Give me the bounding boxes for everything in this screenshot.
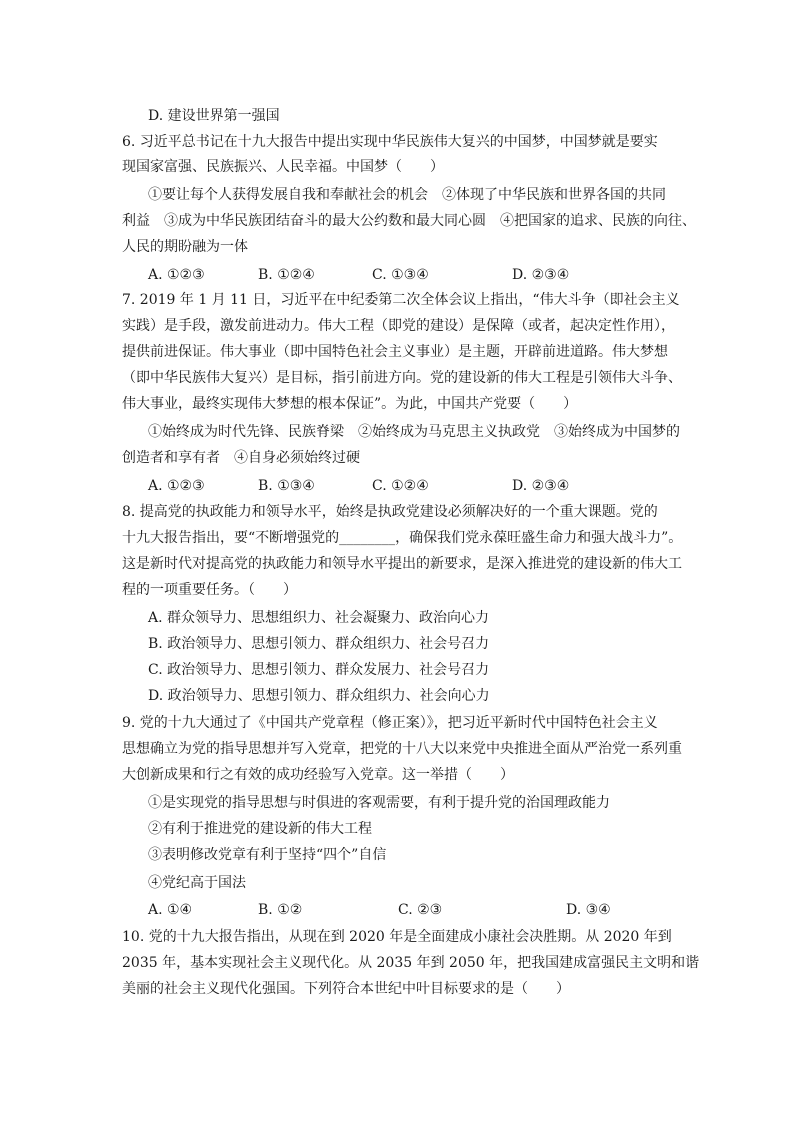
q7-stem-line-2: 实践）是手段，激发前进动力。伟大工程（即党的建设）是保障（或者，起决定性作用），: [122, 318, 675, 334]
q6-stem-line-2: 现国家富强、民族振兴、人民幸福。中国梦（ ）: [122, 159, 444, 175]
q6-statement-line-3: 人民的期盼融为一体: [122, 239, 248, 255]
q9-option-a: A. ①④: [148, 902, 193, 918]
q9-statement-2: ②有利于推进党的建设新的伟大工程: [148, 821, 372, 837]
q8-stem-line-4: 程的一项重要任务。（ ）: [122, 582, 297, 598]
q9-stem-line-2: 思想确立为党的指导思想并写入党章，把党的十八大以来党中央推进全面从严治党一系列重: [122, 741, 682, 757]
q8-option-a: A. 群众领导力、思想组织力、社会凝聚力、政治向心力: [148, 610, 490, 626]
q7-statement-line-2: 创造者和享有者 ④自身必须始终过硬: [122, 450, 360, 466]
q8-stem-line-1: 8. 提高党的执政能力和领导水平，始终是执政党建设必须解决好的一个重大课题。党的: [122, 504, 658, 520]
q7-option-d: D. ②③④: [512, 478, 570, 494]
q9-option-d: D. ③④: [566, 902, 611, 918]
q9-stem-line-3: 大创新成果和行之有效的成功经验写入党章。这一举措（ ）: [122, 767, 514, 783]
q6-option-a: A. ①②③: [148, 267, 205, 283]
q7-stem-line-4: （即中华民族伟大复兴）是目标，指引前进方向。党的建设新的伟大工程是引领伟大斗争、: [122, 370, 682, 386]
q8-stem-line-3: 这是新时代对提高党的执政能力和领导水平提出的新要求，是深入推进党的建设新的伟大工: [122, 556, 682, 572]
q7-stem-line-1: 7. 2019 年 1 月 11 日，习近平在中纪委第二次全体会议上指出，“伟大斗争（即社会主义: [122, 292, 680, 308]
q7-stem-line-5: 伟大事业，最终实现伟大梦想的根本保证”。为此，中国共产党要（ ）: [122, 396, 578, 412]
q9-statement-3: ③表明修改党章有利于坚持“四个”自信: [148, 847, 387, 863]
q5-option-d: D. 建设世界第一强国: [148, 108, 280, 124]
q7-option-a: A. ①②③: [148, 478, 205, 494]
q6-stem-line-1: 6. 习近平总书记在十九大报告中提出实现中华民族伟大复兴的中国梦，中国梦就是要实: [122, 134, 658, 150]
q10-stem-line-2: 2035 年，基本实现社会主义现代化。从 2035 年到 2050 年，把我国建成富强民主文明和谐: [122, 955, 700, 971]
q6-statement-line-1: ①要让每个人获得发展自我和奉献社会的机会 ②体现了中华民族和世界各国的共同: [148, 187, 666, 203]
q6-option-b: B. ①②④: [258, 267, 315, 283]
q7-option-c: C. ①②④: [372, 478, 429, 494]
q8-option-b: B. 政治领导力、思想引领力、群众组织力、社会号召力: [148, 636, 490, 652]
q10-stem-line-3: 美丽的社会主义现代化强国。下列符合本世纪中叶目标要求的是（ ）: [122, 981, 570, 997]
q8-option-d: D. 政治领导力、思想引领力、群众组织力、社会向心力: [148, 688, 490, 704]
q10-stem-line-1: 10. 党的十九大报告指出，从现在到 2020 年是全面建成小康社会决胜期。从 2020 年到: [122, 929, 672, 945]
q9-stem-line-1: 9. 党的十九大通过了《中国共产党章程（修正案）》，把习近平新时代中国特色社会主义: [122, 715, 658, 731]
q6-option-d: D. ②③④: [512, 267, 570, 283]
q8-option-c: C. 政治领导力、思想引领力、群众发展力、社会号召力: [148, 662, 490, 678]
q6-option-c: C. ①③④: [372, 267, 429, 283]
q9-statement-4: ④党纪高于国法: [148, 875, 246, 891]
q9-statement-1: ①是实现党的指导思想与时俱进的客观需要，有利于提升党的治国理政能力: [148, 795, 610, 811]
q9-option-b: B. ①②: [258, 902, 303, 918]
q7-option-b: B. ①③④: [258, 478, 315, 494]
q6-statement-line-2: 利益 ③成为中华民族团结奋斗的最大公约数和最大同心圆 ④把国家的追求、民族的向往、: [122, 213, 696, 229]
q8-stem-line-2: 十九大报告指出，要“不断增强党的________，确保我们党永葆旺盛生命力和强大战斗力”。: [122, 530, 683, 546]
q9-option-c: C. ②③: [398, 902, 443, 918]
q7-statement-line-1: ①始终成为时代先锋、民族脊梁 ②始终成为马克思主义执政党 ③始终成为中国梦的: [148, 424, 680, 440]
q7-stem-line-3: 提供前进保证。伟大事业（即中国特色社会主义事业）是主题，开辟前进道路。伟大梦想: [122, 344, 668, 360]
